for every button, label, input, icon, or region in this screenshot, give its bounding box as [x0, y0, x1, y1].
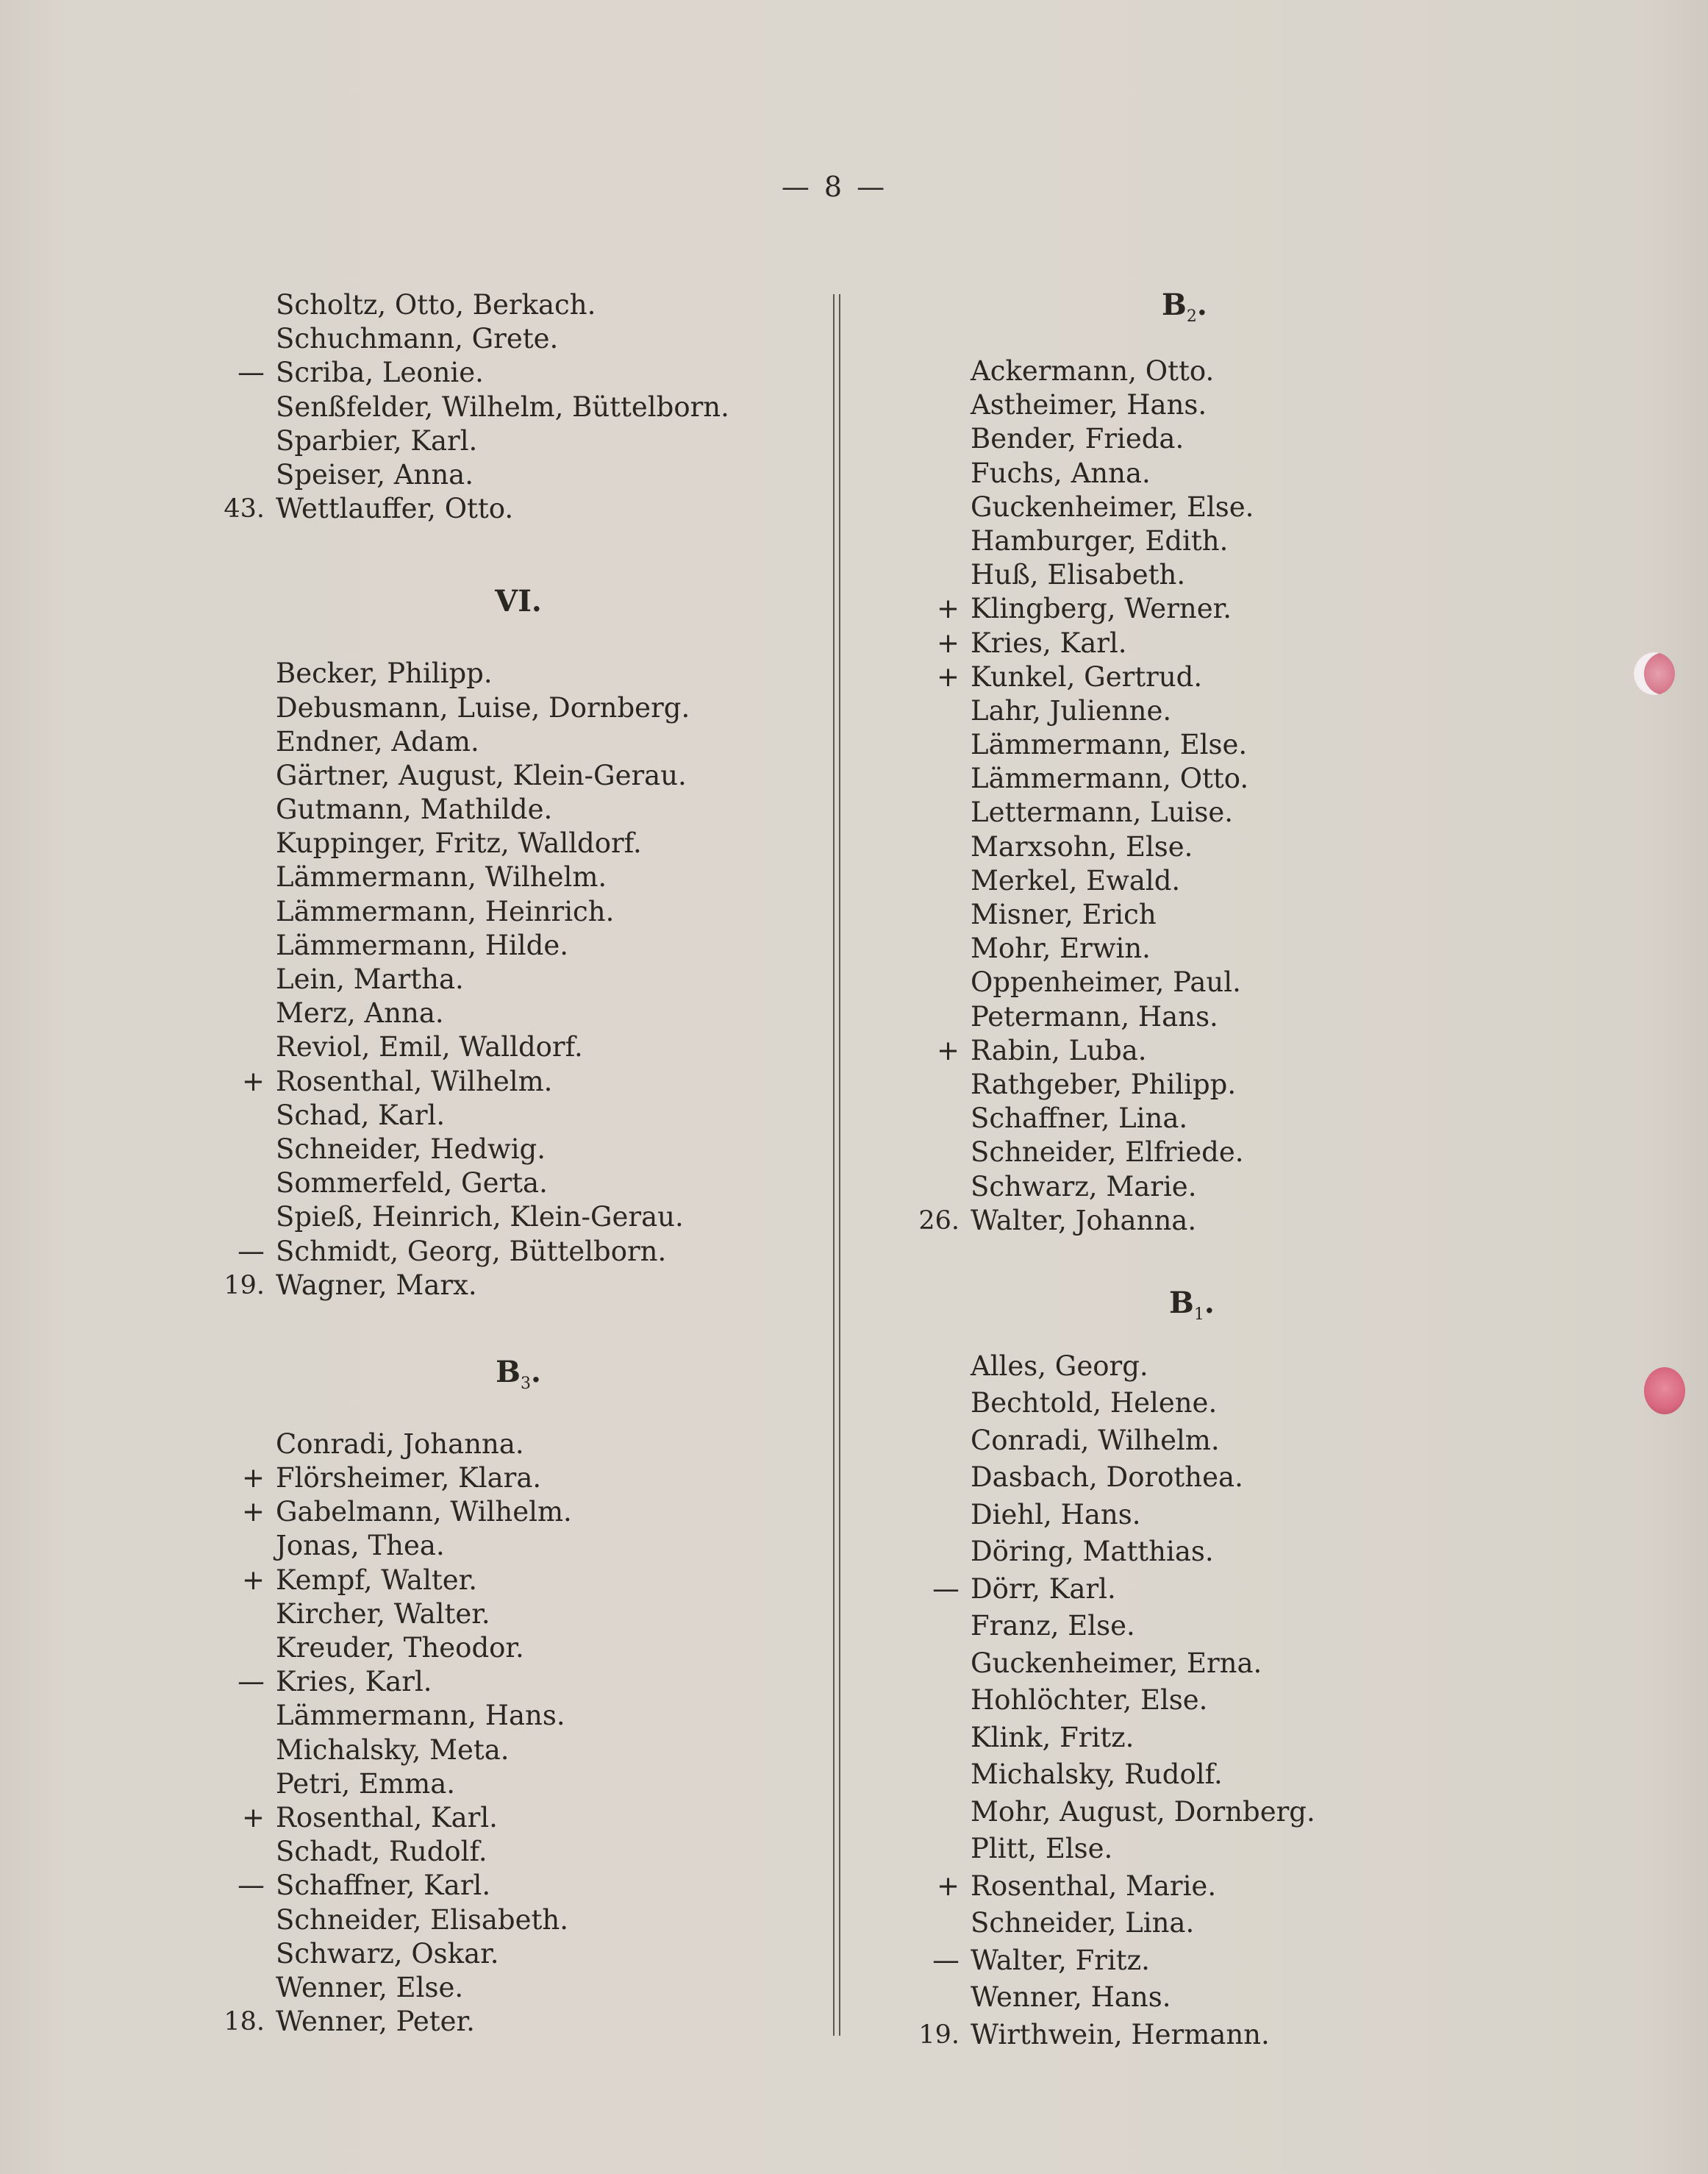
entry-name: Senßfelder, Wilhelm, Büttelborn. — [276, 391, 729, 423]
entry-name: Kunkel, Gertrud. — [971, 660, 1203, 693]
list-entry — [206, 1269, 831, 1302]
list-entry — [206, 1428, 831, 1461]
entry-name: Lämmermann, Heinrich. — [276, 895, 615, 927]
list-entry — [901, 932, 1562, 966]
entry-name: Klink, Fritz. — [971, 1721, 1135, 1753]
entry-name: Dasbach, Dorothea. — [971, 1461, 1243, 1494]
list-entry — [901, 457, 1562, 491]
entry-name: Rathgeber, Philipp. — [971, 1068, 1237, 1100]
entry-name: Lämmermann, Wilhelm. — [276, 861, 607, 894]
entry-name: Wenner, Peter. — [276, 2006, 475, 2038]
list-entry — [901, 1422, 1562, 1460]
list-entry — [206, 1971, 831, 2005]
list-entry — [206, 1065, 831, 1099]
list-entry — [206, 1200, 831, 1234]
list-entry — [901, 1942, 1562, 1980]
entry-name: Conradi, Johanna. — [276, 1428, 524, 1460]
right-column — [901, 288, 1562, 2053]
list-entry — [901, 762, 1562, 796]
entry-name: Bender, Frieda. — [971, 423, 1184, 455]
list-entry — [206, 356, 831, 390]
entry-name: Petri, Emma. — [276, 1767, 456, 1800]
entry-name: Becker, Philipp. — [276, 657, 493, 690]
list-entry — [901, 1000, 1562, 1034]
list-entry — [901, 864, 1562, 898]
entry-name: Spieß, Heinrich, Klein-Gerau. — [276, 1201, 684, 1233]
list-entry — [206, 725, 831, 759]
entry-name: Schwarz, Oskar. — [276, 1937, 499, 1970]
left-heading-3: $B_3$. — [496, 1354, 541, 1393]
right-heading-2: $B_1$. — [1169, 1285, 1215, 1324]
list-entry — [901, 898, 1562, 932]
right-group-2 — [901, 1348, 1562, 2054]
cross-mark: + — [241, 1496, 265, 1528]
list-entry — [206, 657, 831, 691]
entry-name: Scholtz, Otto, Berkach. — [276, 289, 596, 321]
list-entry — [206, 1903, 831, 1937]
entry-name: Wirthwein, Hermann. — [971, 2018, 1270, 2050]
entry-name: Mohr, Erwin. — [971, 933, 1151, 965]
entry-number: 19. — [918, 2020, 960, 2050]
entry-name: Flörsheimer, Klara. — [276, 1462, 542, 1494]
entry-number: 18. — [224, 2007, 265, 2037]
list-entry — [206, 895, 831, 929]
list-entry — [901, 1136, 1562, 1169]
entry-name: Oppenheimer, Paul. — [971, 966, 1241, 999]
cross-mark: + — [936, 660, 960, 693]
list-entry — [206, 391, 831, 424]
entry-name: Klingberg, Werner. — [971, 593, 1232, 625]
entry-name: Hamburger, Edith. — [971, 524, 1229, 557]
entry-name: Endner, Adam. — [276, 725, 479, 758]
entry-name: Mohr, August, Dornberg. — [971, 1795, 1315, 1828]
entry-name: Schmidt, Georg, Büttelborn. — [276, 1235, 667, 1267]
list-entry — [206, 691, 831, 725]
list-entry — [206, 1235, 831, 1269]
list-entry — [901, 491, 1562, 524]
left-group-1 — [206, 288, 831, 526]
entry-name: Huß, Elisabeth. — [971, 559, 1186, 591]
list-entry — [901, 728, 1562, 762]
list-entry — [901, 1682, 1562, 1719]
entry-number: 26. — [918, 1205, 960, 1236]
list-entry — [901, 422, 1562, 456]
entry-name: Bechtold, Helene. — [971, 1387, 1218, 1419]
cross-mark: + — [936, 1870, 960, 1902]
entry-name: Guckenheimer, Erna. — [971, 1647, 1262, 1679]
entry-name: Sommerfeld, Gerta. — [276, 1167, 548, 1200]
cross-mark: + — [936, 593, 960, 625]
list-entry — [206, 1665, 831, 1699]
list-entry — [901, 524, 1562, 558]
entry-name: Debusmann, Luise, Dornberg. — [276, 691, 690, 724]
list-entry — [206, 1564, 831, 1597]
list-entry — [901, 1831, 1562, 1868]
list-entry — [901, 694, 1562, 728]
list-entry — [901, 1497, 1562, 1534]
list-entry — [901, 830, 1562, 864]
list-entry — [206, 1166, 831, 1200]
list-entry — [206, 860, 831, 894]
page-number: — 8 — — [781, 171, 888, 203]
entry-name: Ackermann, Otto. — [971, 355, 1215, 387]
entry-name: Franz, Else. — [971, 1610, 1135, 1642]
entry-name: Rosenthal, Karl. — [276, 1801, 498, 1833]
entry-name: Lämmermann, Hilde. — [276, 929, 568, 961]
list-entry — [901, 558, 1562, 592]
left-group-3 — [206, 1428, 831, 2039]
list-entry — [901, 1571, 1562, 1608]
entry-name: Lein, Martha. — [276, 963, 464, 995]
list-entry — [901, 1034, 1562, 1068]
entry-name: Schad, Karl. — [276, 1099, 446, 1131]
list-entry — [901, 1533, 1562, 1571]
cross-mark: + — [936, 627, 960, 659]
entry-name: Gärtner, August, Klein-Gerau. — [276, 759, 687, 791]
cross-mark: + — [241, 1564, 265, 1596]
entry-name: Misner, Erich — [971, 899, 1157, 930]
entry-name: Fuchs, Anna. — [971, 457, 1151, 489]
list-entry — [206, 997, 831, 1030]
entry-name: Merz, Anna. — [276, 997, 444, 1030]
entry-name: Jonas, Thea. — [276, 1530, 445, 1562]
list-entry — [206, 1631, 831, 1665]
list-entry — [901, 388, 1562, 422]
entry-number: 43. — [224, 494, 265, 524]
entry-name: Reviol, Emil, Walldorf. — [276, 1031, 583, 1063]
list-entry — [901, 1905, 1562, 1942]
entry-name: Marxsohn, Else. — [971, 830, 1193, 863]
entry-name: Schadt, Rudolf. — [276, 1836, 487, 1868]
entry-name: Speiser, Anna. — [276, 458, 474, 491]
entry-name: Guckenheimer, Else. — [971, 491, 1254, 523]
list-entry — [901, 796, 1562, 830]
left-column — [206, 288, 831, 2039]
entry-name: Kempf, Walter. — [276, 1564, 478, 1596]
list-entry — [206, 759, 831, 793]
list-entry — [901, 1756, 1562, 1794]
list-entry — [206, 793, 831, 827]
entry-name: Gabelmann, Wilhelm. — [276, 1496, 572, 1528]
list-entry — [901, 592, 1562, 626]
entry-name: Astheimer, Hans. — [971, 389, 1207, 421]
list-entry — [901, 1068, 1562, 1102]
entry-name: Lahr, Julienne. — [971, 694, 1172, 727]
list-entry — [206, 1767, 831, 1801]
list-entry — [901, 354, 1562, 388]
entry-name: Michalsky, Rudolf. — [971, 1758, 1223, 1791]
dash-mark: — — [237, 357, 265, 389]
left-heading-2: VI. — [495, 584, 542, 619]
entry-name: Wenner, Hans. — [971, 1981, 1171, 2014]
entry-name: Lämmermann, Hans. — [276, 1700, 565, 1732]
list-entry — [206, 1529, 831, 1563]
entry-name: Schuchmann, Grete. — [276, 323, 559, 355]
cross-mark: + — [936, 1034, 960, 1066]
list-entry — [206, 492, 831, 526]
entry-name: Wenner, Else. — [276, 1971, 464, 2003]
list-entry — [901, 2017, 1562, 2054]
list-entry — [206, 827, 831, 860]
entry-name: Lämmermann, Else. — [971, 729, 1248, 761]
entry-number: 19. — [224, 1270, 265, 1300]
list-entry — [206, 1461, 831, 1495]
entry-name: Michalsky, Meta. — [276, 1733, 510, 1766]
entry-name: Dörr, Karl. — [971, 1572, 1116, 1605]
entry-name: Gutmann, Mathilde. — [276, 794, 553, 826]
list-entry — [901, 1170, 1562, 1204]
dash-mark: — — [237, 1666, 265, 1698]
column-divider — [833, 294, 840, 2036]
entry-name: Petermann, Hans. — [971, 1000, 1218, 1033]
entry-name: Kuppinger, Fritz, Walldorf. — [276, 827, 642, 860]
list-entry — [206, 1733, 831, 1767]
entry-name: Kries, Karl. — [971, 627, 1127, 659]
list-entry — [901, 1385, 1562, 1422]
entry-name: Hohlöchter, Else. — [971, 1684, 1208, 1717]
list-entry — [901, 1645, 1562, 1683]
list-entry — [901, 1102, 1562, 1136]
list-entry — [206, 1030, 831, 1064]
list-entry — [206, 322, 831, 356]
list-entry — [206, 1801, 831, 1835]
entry-name: Rosenthal, Wilhelm. — [276, 1065, 553, 1097]
dash-mark: — — [932, 1572, 960, 1605]
entry-name: Wettlauffer, Otto. — [276, 493, 514, 525]
cross-mark: + — [241, 1801, 265, 1833]
entry-name: Plitt, Else. — [971, 1833, 1113, 1865]
list-entry — [206, 963, 831, 997]
entry-name: Döring, Matthias. — [971, 1536, 1214, 1568]
list-entry — [206, 424, 831, 458]
list-entry — [206, 1835, 831, 1869]
list-entry — [206, 1937, 831, 1971]
list-entry — [901, 1348, 1562, 1386]
dash-mark: — — [237, 1235, 265, 1267]
list-entry — [206, 1597, 831, 1631]
entry-name: Diehl, Hans. — [971, 1498, 1141, 1530]
entry-name: Walter, Fritz. — [971, 1944, 1150, 1976]
entry-name: Rosenthal, Marie. — [971, 1870, 1217, 1902]
entry-name: Lämmermann, Otto. — [971, 763, 1249, 795]
entry-name: Merkel, Ewald. — [971, 864, 1181, 897]
list-entry — [206, 1495, 831, 1529]
punch-hole-top — [1634, 652, 1675, 695]
entry-name: Rabin, Luba. — [971, 1034, 1147, 1066]
list-entry — [901, 1459, 1562, 1497]
entry-name: Schaffner, Lina. — [971, 1102, 1188, 1135]
dash-mark: — — [237, 1870, 265, 1902]
entry-name: Kircher, Walter. — [276, 1597, 490, 1630]
list-entry — [901, 627, 1562, 660]
left-group-2 — [206, 657, 831, 1302]
entry-name: Alles, Georg. — [971, 1350, 1148, 1382]
list-entry — [206, 458, 831, 492]
punch-hole-bottom — [1644, 1367, 1685, 1414]
list-entry — [901, 660, 1562, 694]
list-entry — [206, 1099, 831, 1133]
entry-name: Walter, Johanna. — [971, 1204, 1197, 1236]
right-group-1 — [901, 354, 1562, 1238]
list-entry — [206, 2005, 831, 2039]
list-entry — [901, 1868, 1562, 1906]
list-entry — [901, 1794, 1562, 1831]
entry-name: Scriba, Leonie. — [276, 357, 484, 389]
list-entry — [206, 1869, 831, 1903]
list-entry — [206, 1699, 831, 1733]
entry-name: Lettermann, Luise. — [971, 796, 1233, 829]
entry-name: Wagner, Marx. — [276, 1269, 477, 1301]
entry-name: Conradi, Wilhelm. — [971, 1424, 1220, 1456]
entry-name: Kreuder, Theodor. — [276, 1632, 524, 1664]
entry-name: Schneider, Hedwig. — [276, 1133, 546, 1165]
list-entry — [901, 1204, 1562, 1238]
entry-name: Schneider, Elfriede. — [971, 1136, 1244, 1169]
entry-name: Schneider, Elisabeth. — [276, 1903, 568, 1936]
list-entry — [901, 1719, 1562, 1757]
cross-mark: + — [241, 1065, 265, 1097]
cross-mark: + — [241, 1462, 265, 1494]
list-entry — [901, 1979, 1562, 2017]
list-entry — [901, 966, 1562, 999]
entry-name: Sparbier, Karl. — [276, 424, 478, 457]
list-entry — [901, 1608, 1562, 1645]
dash-mark: — — [932, 1944, 960, 1976]
entry-name: Schwarz, Marie. — [971, 1170, 1197, 1202]
entry-name: Schneider, Lina. — [971, 1907, 1195, 1939]
list-entry — [206, 929, 831, 963]
list-entry — [206, 1133, 831, 1166]
list-entry — [206, 288, 831, 322]
entry-name: Kries, Karl. — [276, 1666, 432, 1698]
entry-name: Schaffner, Karl. — [276, 1870, 491, 1902]
right-heading-1: $B_2$. — [1162, 288, 1207, 326]
